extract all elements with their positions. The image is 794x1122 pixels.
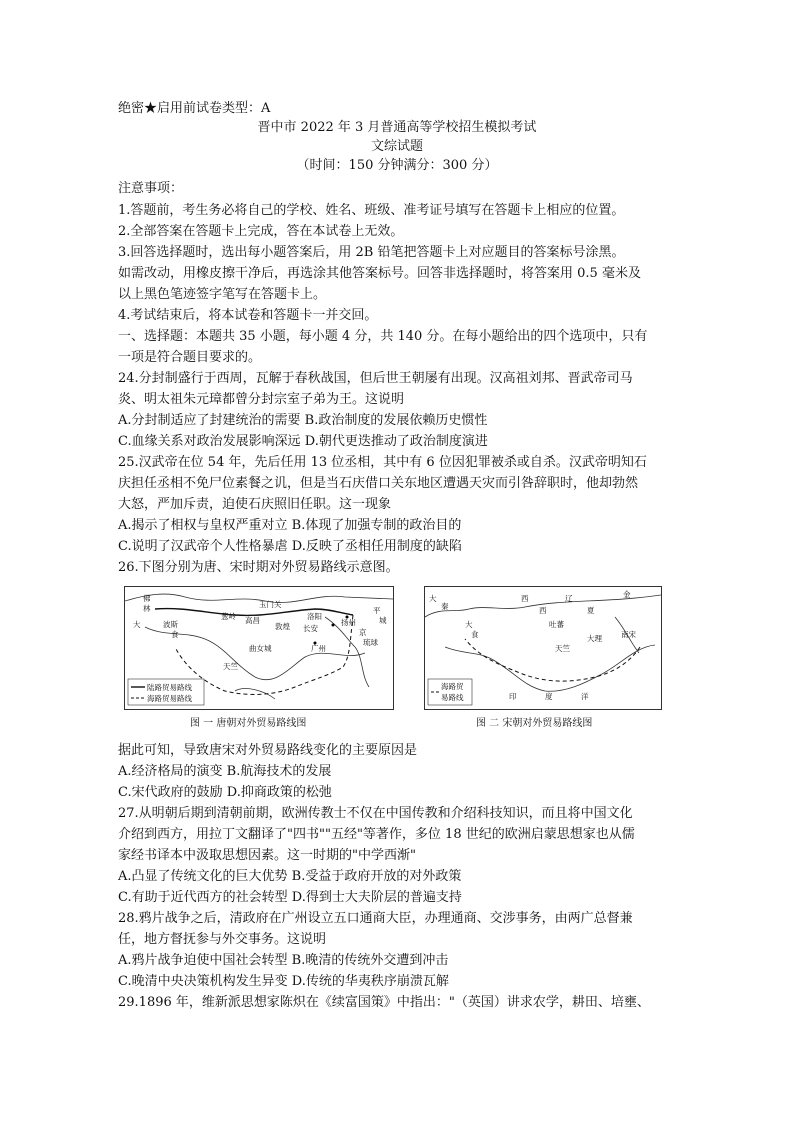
section-heading: 一项是符合题目要求的。 [118, 350, 262, 365]
map-label: 敦煌 [275, 622, 290, 631]
question-25-options: A.揭示了相权与皇权严重对立 B.体现了加强专制的政治目的 [118, 518, 462, 533]
notes-heading: 注意事项： [118, 181, 184, 196]
question-26-stem: 据此可知，导致唐宋对外贸易路线变化的主要原因是 [118, 743, 418, 758]
map-label: 金 [623, 590, 631, 599]
map-label: 京 [359, 628, 367, 637]
question-27-options: A.凸显了传统文化的巨大优势 B.受益于政府开放的对外政策 [118, 869, 462, 884]
notes-item: 如需改动，用橡皮擦干净后，再选涂其他答案标号。回答非选择题时，将答案用 0.5 毫米及 [118, 266, 641, 281]
question-28-stem: 28.鸦片战争之后，清政府在广州设立五口通商大臣，办理通商、交涉事务，由两广总督兼 [118, 911, 633, 926]
question-24-stem: 24.分封制盛行于西周，瓦解于春秋战国，但后世王朝屡有出现。汉高祖刘邦、晋武帝司马 [118, 371, 633, 386]
question-25-stem: 大怒，严加斥责，迫使石庆照旧任职。这一现象 [118, 497, 392, 512]
map-label: 西 [539, 606, 547, 615]
tang-map-svg [125, 587, 393, 709]
question-24-options: C.血缘关系对政治发展影响深远 D.朝代更迭推动了政治制度演进 [118, 434, 488, 449]
map-label: 秦 [441, 602, 449, 611]
map-label: 大 [465, 620, 473, 629]
land-route [155, 609, 353, 616]
song-map-caption: 图 二 宋朝对外贸易路线图 [476, 718, 593, 729]
map-label: 平 [373, 606, 381, 615]
question-27-stem: 介绍到西方，用拉丁文翻译了"四书""五经"等著作，多位 18 世纪的欧洲启蒙思想家也从儒 [118, 827, 635, 842]
tang-map-caption: 图 一 唐朝对外贸易路线图 [190, 718, 307, 729]
map-label: 度 [545, 692, 553, 701]
question-24-stem: 炎、明太祖朱元璋都曾分封宗室子弟为王。这说明 [118, 392, 405, 407]
map-label: 城 [379, 616, 387, 625]
song-map-svg [425, 587, 661, 709]
question-27-stem: 家经书译本中汲取思想因素。这一时期的"中学西渐" [118, 848, 416, 863]
legend-label: 海路贸 [441, 682, 464, 691]
map-label: 广州 [311, 644, 326, 653]
section-heading: 一、选择题：本题共 35 小题，每小题 4 分，共 140 分。在每小题给出的四个选项中，只有 [118, 329, 648, 344]
map-label: 扬州 [341, 618, 356, 627]
notes-item: 3.回答选择题时，选出每小题答案后，用 2B 铅笔把答题卡上对应题目的答案标号涂黑。 [118, 245, 625, 260]
question-27-stem: 27.从明朝后期到清朝前期，欧洲传教士不仅在中国传教和介绍科技知识，而且将中国文化 [118, 806, 633, 821]
legend-label: 陆路贸易路线 [147, 683, 192, 692]
map-label: 洛阳 [307, 612, 322, 621]
map-label: 夏 [587, 606, 595, 615]
song-trade-map [424, 586, 662, 710]
coastline [445, 645, 655, 691]
question-26-options: C.宋代政府的鼓励 D.抑商政策的松弛 [118, 785, 332, 800]
map-label: 辽 [565, 594, 573, 603]
question-28-stem: 任，地方督抚参与外交事务。这说明 [118, 932, 327, 947]
map-label: 西 [521, 594, 529, 603]
map-label: 波斯 [163, 620, 178, 629]
map-label: 葱岭 [221, 612, 236, 621]
question-26-options: A.经济格局的演变 B.航海技术的发展 [118, 764, 332, 779]
question-26-stem: 26.下图分别为唐、宋时期对外贸易路线示意图。 [118, 560, 399, 575]
map-label: 食 [171, 630, 179, 639]
map-label: 食 [471, 630, 479, 639]
question-29-stem: 29.1896 年，维新派思想家陈炽在《续富国策》中指出："（英国）讲求农学，耕田、培壅、 [118, 995, 650, 1010]
map-label: 长安 [303, 624, 318, 633]
legend-label: 易路线 [441, 693, 464, 702]
question-28-options: A.鸦片战争迫使中国社会转型 B.晚清的传统外交遭到冲击 [118, 953, 449, 968]
exam-title: 晋中市 2022 年 3 月普通高等学校招生模拟考试 [257, 120, 537, 135]
map-label: 大理 [587, 634, 602, 643]
map-label: 玉门关 [259, 600, 282, 609]
notes-item: 1.答题前，考生务必将自己的学校、姓名、班级、准考证号填写在答题卡上相应的位置。 [118, 203, 625, 218]
exam-time: （时间：150 分钟满分：300 分） [296, 158, 498, 173]
notes-item: 以上黑色笔迹签字笔写在答题卡上。 [118, 287, 327, 302]
exam-subtitle: 文综试题 [370, 139, 423, 154]
map-label: 南宋 [621, 630, 636, 639]
map-label: 洋 [581, 692, 589, 701]
map-label: 大 [133, 620, 141, 629]
map-label: 大 [429, 594, 437, 603]
map-label: 高昌 [245, 616, 260, 625]
map-label: 吐蕃 [549, 620, 564, 629]
map-label: 佛 [143, 594, 151, 603]
question-28-options: C.晚清中央决策机构发生异变 D.传统的华夷秩序崩溃瓦解 [118, 974, 449, 989]
legend-label: 海路贸易路线 [147, 694, 192, 703]
notes-item: 4.考试结束后，将本试卷和答题卡一并交回。 [118, 308, 378, 323]
map-label: 印 [509, 692, 517, 701]
coastline [235, 689, 275, 699]
question-25-options: C.说明了汉武帝个人性格暴虐 D.反映了丞相任用制度的缺陷 [118, 539, 462, 554]
tang-trade-map [124, 586, 394, 710]
map-label: 琉球 [363, 638, 378, 647]
question-25-stem: 25.汉武帝在位 54 年，先后任用 13 位丞相，其中有 6 位因犯罪被杀或自杀。汉武帝明知石 [118, 455, 647, 470]
sea-route [465, 639, 640, 681]
map-label: 天竺 [223, 662, 238, 671]
notes-item: 2.全部答案在答题卡上完成，答在本试卷上无效。 [118, 224, 404, 239]
question-27-options: C.有助于近代西方的社会转型 D.得到士大夫阶层的普遍支持 [118, 890, 462, 905]
question-24-options: A.分封制适应了封建统治的需要 B.政治制度的发展依赖历史惯性 [118, 413, 488, 428]
question-25-stem: 庆担任丞相不免尸位素餐之讥，但是当石庆借口关东地区遭遇天灾而引咎辞职时，他却勃然 [118, 476, 639, 491]
map-label: 天竺 [555, 644, 570, 653]
confidential-label: 绝密★启用前试卷类型：A [118, 101, 271, 116]
map-label: 曲女城 [249, 644, 272, 653]
map-label: 林 [143, 604, 151, 613]
city-dot [332, 624, 335, 627]
